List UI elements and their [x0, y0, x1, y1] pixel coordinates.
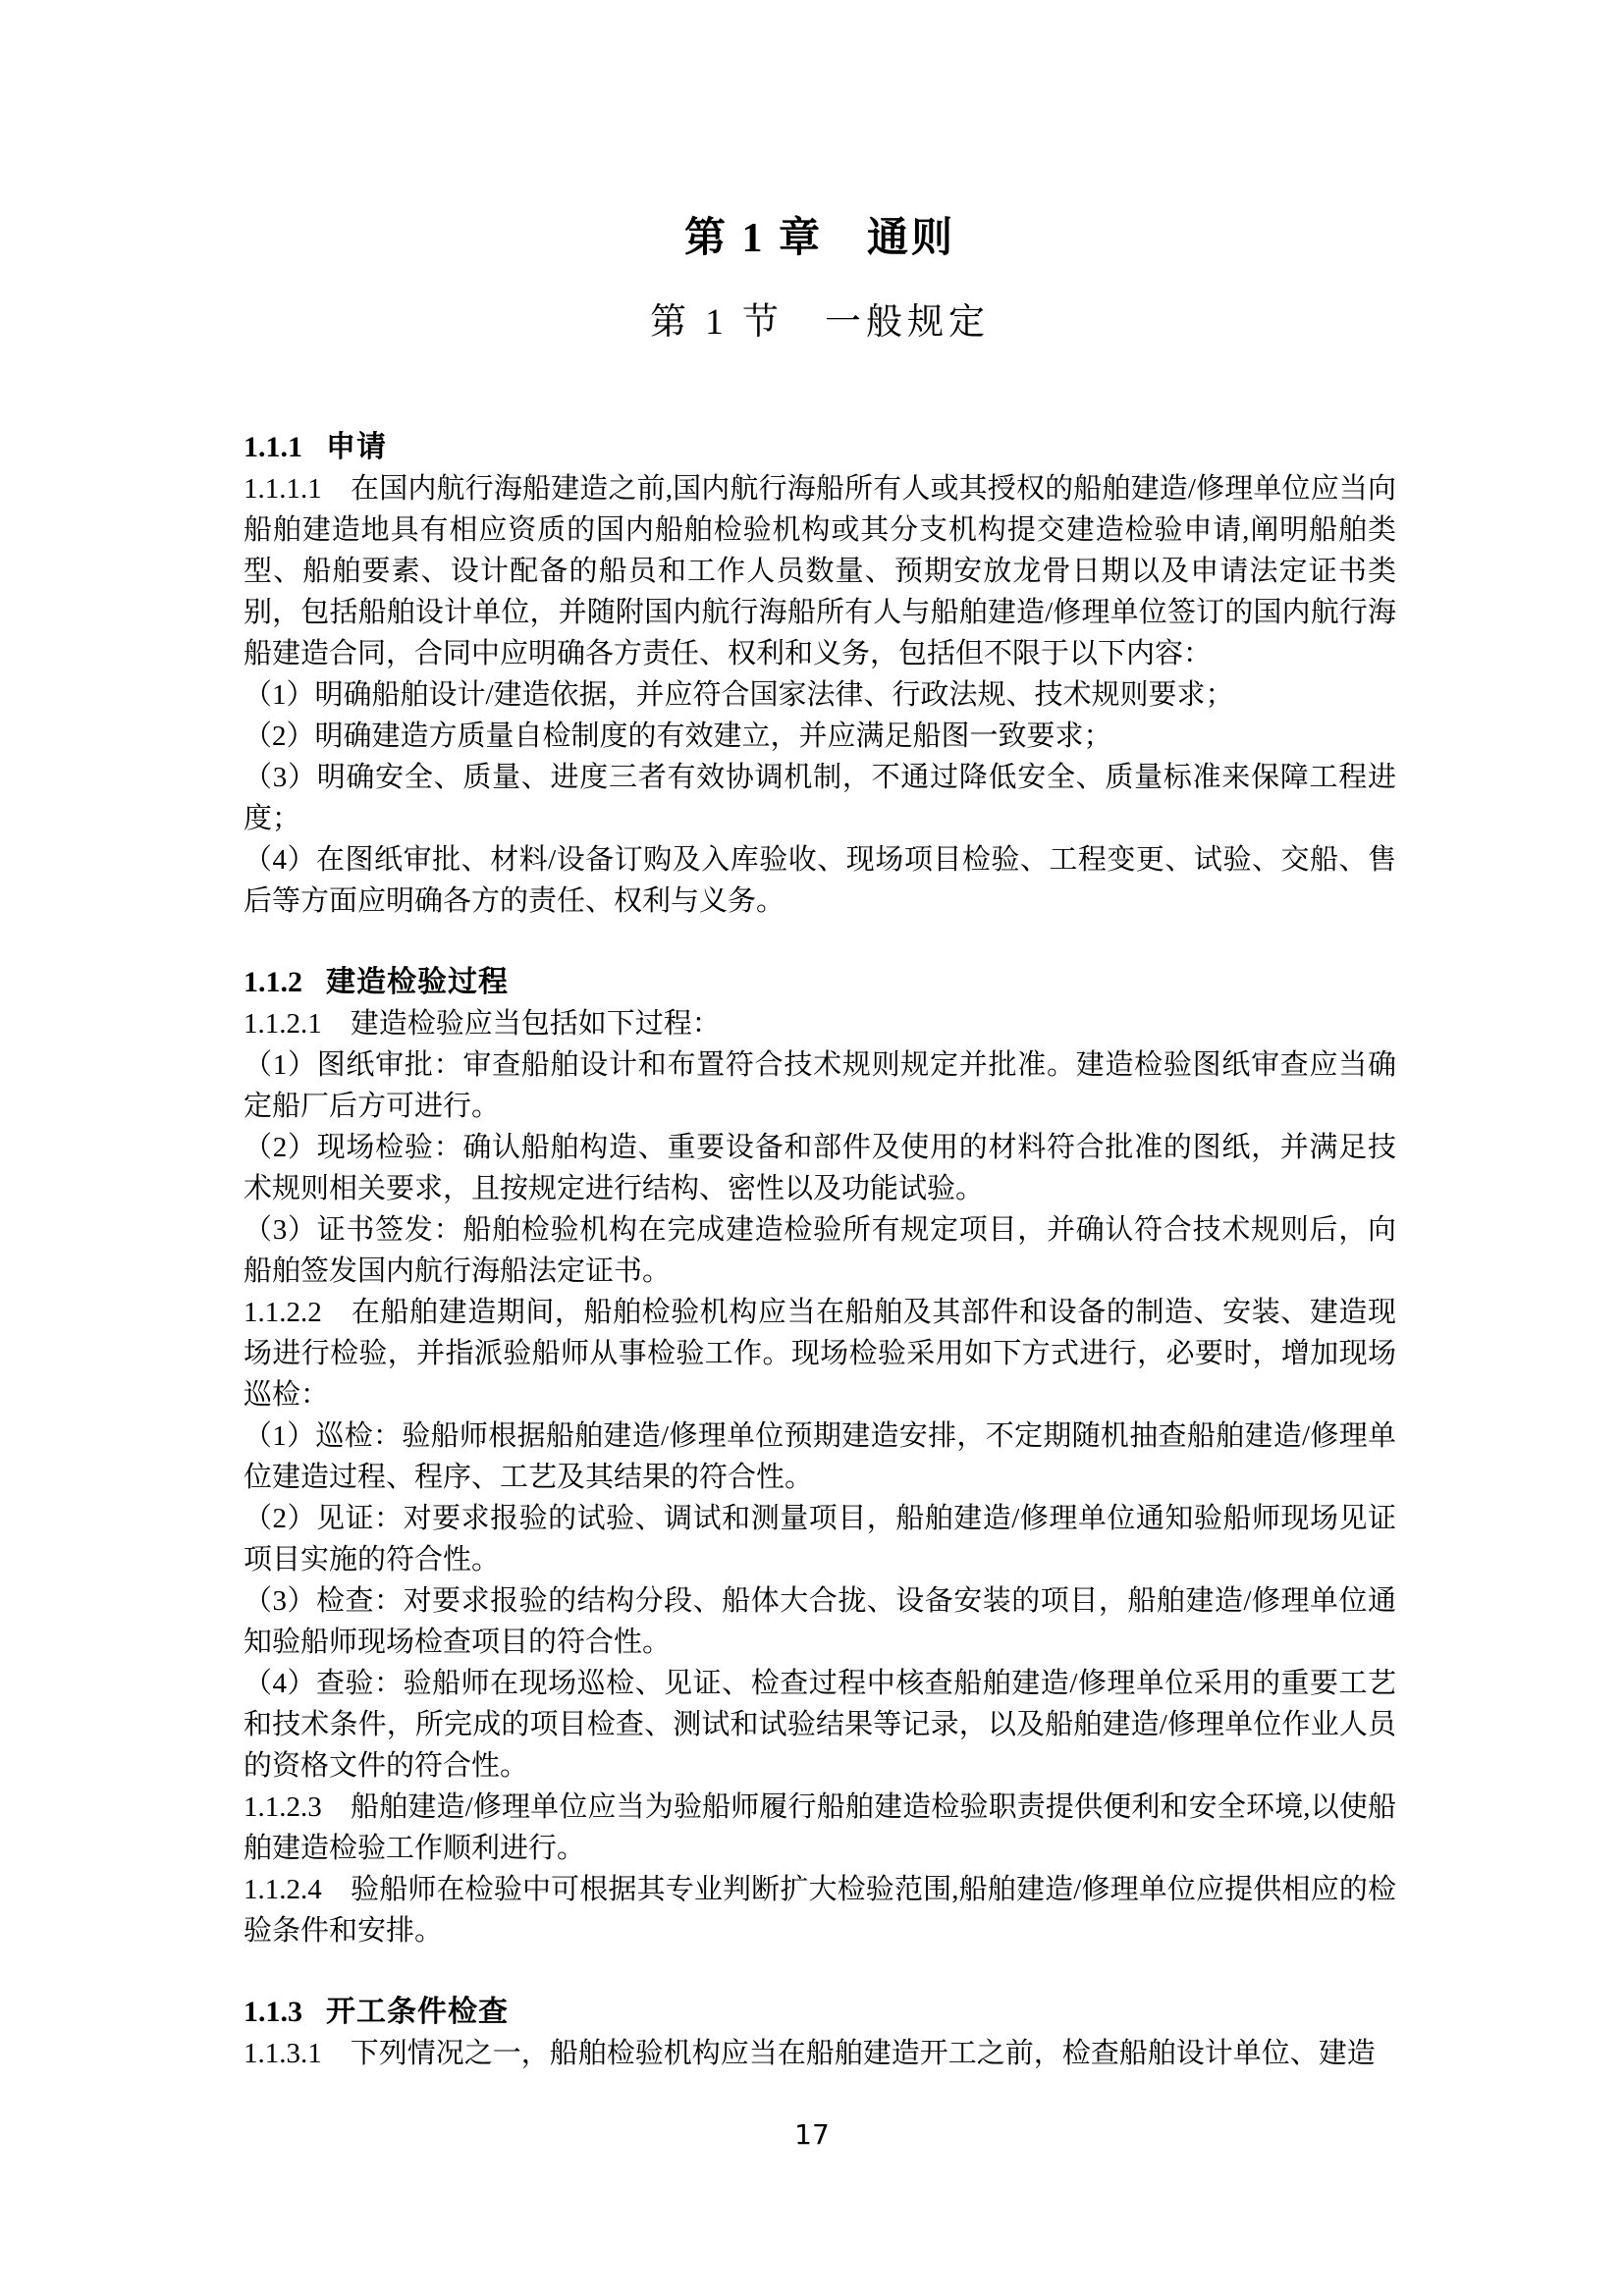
paragraph: （1）图纸审批：审查船舶设计和布置符合技术规则规定并批准。建造检验图纸审查应当确定船厂后方可进行。: [244, 1049, 1396, 1122]
page-number: 17: [794, 2118, 830, 2151]
document-content: [244, 0, 1396, 2074]
paragraph: 1.1.2.1 建造检验应当包括如下过程：: [244, 1008, 721, 1040]
paragraph: （1）巡检：验船师根据船舶建造/修理单位预期建造安排，不定期随机抽查船舶建造/修理单位建造过程、程序、工艺及其结果的符合性。: [244, 1420, 1396, 1493]
section-heading: [244, 1992, 1396, 2033]
section-title: 第 1 节 一般规定: [650, 302, 990, 343]
section-1-1-1-application: [244, 427, 1396, 922]
paragraph: （2）见证：对要求报验的试验、调试和测量项目，船舶建造/修理单位通知验船师现场见证项目实施的符合性。: [244, 1503, 1396, 1575]
section-heading: [244, 962, 1396, 1003]
paragraph: 1.1.2.3 船舶建造/修理单位应当为验船师履行船舶建造检验职责提供便利和安全环境,以使船舶建造检验工作顺利进行。: [244, 1791, 1396, 1864]
paragraph: （1）明确船舶设计/建造依据，并应符合国家法律、行政法规、技术规则要求；: [244, 679, 1234, 711]
paragraph: （4）查验：验船师在现场巡检、见证、检查过程中核查船舶建造/修理单位采用的重要工艺和技术条件，所完成的项目检查、测试和试验结果等记录，以及船舶建造/修理单位作业人员的资格文件的符合性。: [244, 1668, 1396, 1782]
paragraph: 1.1.1.1 在国内航行海船建造之前,国内航行海船所有人或其授权的船舶建造/修理单位应当向船舶建造地具有相应资质的国内船舶检验机构或其分支机构提交建造检验申请,阐明船舶类型、船舶要素、设计配备的船员和工作人员数量、预期安放龙骨日期以及申请法定证书类别，包括船舶设计单位，并随附国内航行海船所有人与船舶建造/修理单位签订的国内航行海船建造合同，合同中应明确各方责任、权利和义务，包括但不限于以下内容：: [244, 473, 1396, 669]
paragraph: 1.1.2.4 验船师在检验中可根据其专业判断扩大检验范围,船舶建造/修理单位应提供相应的检验条件和安排。: [244, 1874, 1396, 1947]
section-heading-number: 1.1.1: [244, 431, 302, 463]
paragraph: （2）明确建造方质量自检制度的有效建立，并应满足船图一致要求；: [244, 721, 1112, 752]
section-heading-number: 1.1.3: [244, 1996, 302, 2028]
paragraph: （3）证书签发：船舶检验机构在完成建造检验所有规定项目，并确认符合技术规则后，向船舶签发国内航行海船法定证书。: [244, 1214, 1396, 1287]
paragraph: （3）检查：对要求报验的结构分段、船体大合拢、设备安装的项目，船舶建造/修理单位通知验船师现场检查项目的符合性。: [244, 1585, 1396, 1658]
section-heading-number: 1.1.2: [244, 966, 302, 998]
paragraph: （2）现场检验：确认船舶构造、重要设备和部件及使用的材料符合批准的图纸，并满足技术规则相关要求，且按规定进行结构、密性以及功能试验。: [244, 1132, 1396, 1204]
paragraph: （3）明确安全、质量、进度三者有效协调机制，不通过降低安全、质量标准来保障工程进度；: [244, 762, 1396, 834]
section-1-1-3-precommencement-check: [244, 1992, 1396, 2074]
paragraph: （4）在图纸审批、材料/设备订购及入库验收、现场项目检验、工程变更、试验、交船、售后等方面应明确各方的责任、权利与义务。: [244, 844, 1396, 917]
chapter-title: 第 1 章 通则: [683, 216, 955, 261]
paragraph: 1.1.3.1 下列情况之一，船舶检验机构应当在船舶建造开工之前，检查船舶设计单位、建造: [244, 2038, 1376, 2069]
section-heading-title: 建造检验过程: [326, 966, 509, 998]
paragraph: 1.1.2.2 在船舶建造期间，船舶检验机构应当在船舶及其部件和设备的制造、安装、建造现场进行检验，并指派验船师从事检验工作。现场检验采用如下方式进行，必要时，增加现场巡检：: [244, 1297, 1396, 1411]
section-1-1-2-survey-process: [244, 962, 1396, 1951]
section-heading-title: 申请: [326, 431, 387, 463]
section-heading-title: 开工条件检查: [326, 1996, 509, 2028]
section-heading: [244, 427, 1396, 468]
